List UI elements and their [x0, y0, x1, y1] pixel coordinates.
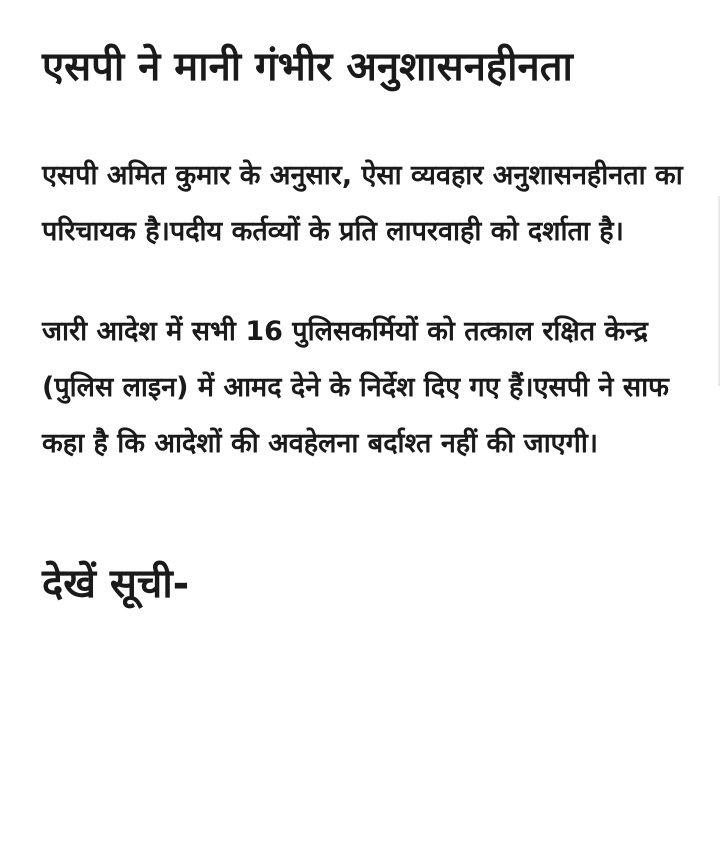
article-paragraph: एसपी अमित कुमार के अनुसार, ऐसा व्यवहार अनुशासनहीनता का परिचायक है।पदीय कर्तव्यों के प्रति लापरवाही को दर्शाता है। — [42, 160, 683, 247]
article-body — [42, 30, 692, 614]
article-paragraph: जारी आदेश में सभी 16 पुलिसकर्मियों को तत्काल रक्षित केन्द्र (पुलिस लाइन) में आमद देने के निर्देश दिए गए हैं।एसपी ने साफ कहा है कि आदेशों की अवहेलना बर्दाश्त नहीं की जाएगी। — [42, 316, 669, 459]
list-subheading: देखें सूची- — [42, 561, 190, 607]
article-headline: एसपी ने मानी गंभीर अनुशासनहीनता — [42, 44, 573, 90]
